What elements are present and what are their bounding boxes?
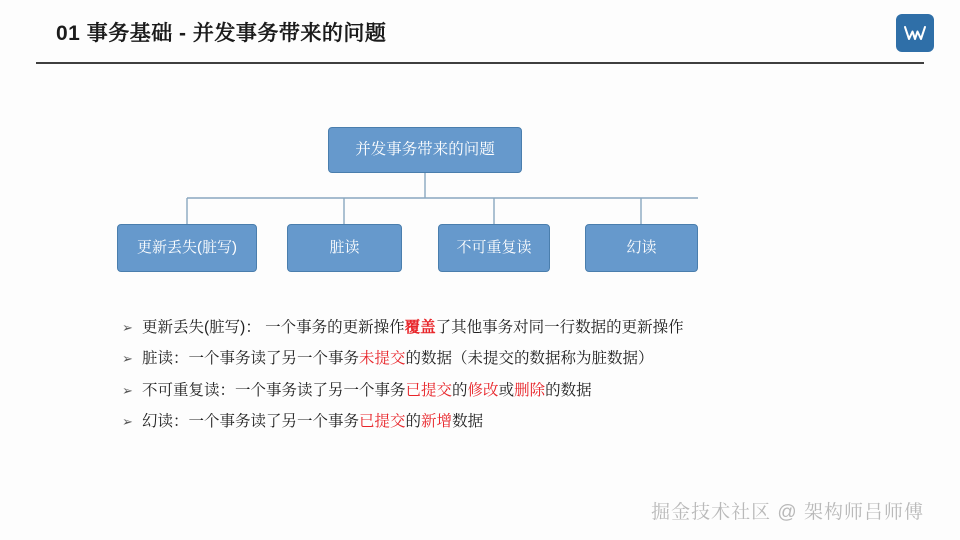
bullet-arrow-icon: ➢ [122,351,133,367]
page-title: 01 事务基础 - 并发事务带来的问题 [56,22,387,45]
list-item [122,379,912,402]
diagram-node-root: 并发事务带来的问题 [328,127,522,173]
bullet-text: 更新丢失(脏写)： 一个事务的更新操作覆盖了其他事务对同一行数据的更新操作 [142,319,684,336]
bullet-arrow-icon: ➢ [122,413,133,429]
diagram-node-lost-update: 更新丢失(脏写) [117,224,257,272]
bullet-arrow-icon: ➢ [122,320,133,335]
list-item [122,316,912,339]
bullet-text: 脏读：一个事务读了另一个事务未提交的数据（未提交的数据称为脏数据） [142,350,654,368]
logo-mark-icon [896,14,934,52]
bullet-text: 不可重复读：一个事务读了另一个事务已提交的修改或删除的数据 [142,381,592,399]
diagram-node-phantom-read: 幻读 [585,224,698,272]
diagram-node-dirty-read: 脏读 [287,224,402,272]
list-item [122,347,912,370]
title-divider [36,62,924,64]
watermark: 掘金技术社区 @ 架构师吕师傅 [651,502,924,523]
diagram-node-non-repeatable-read: 不可重复读 [438,224,550,272]
list-item [122,410,912,433]
bullet-text: 幻读：一个事务读了另一个事务已提交的新增数据 [142,412,484,430]
bullet-list [122,316,912,441]
bullet-arrow-icon: ➢ [122,382,133,398]
